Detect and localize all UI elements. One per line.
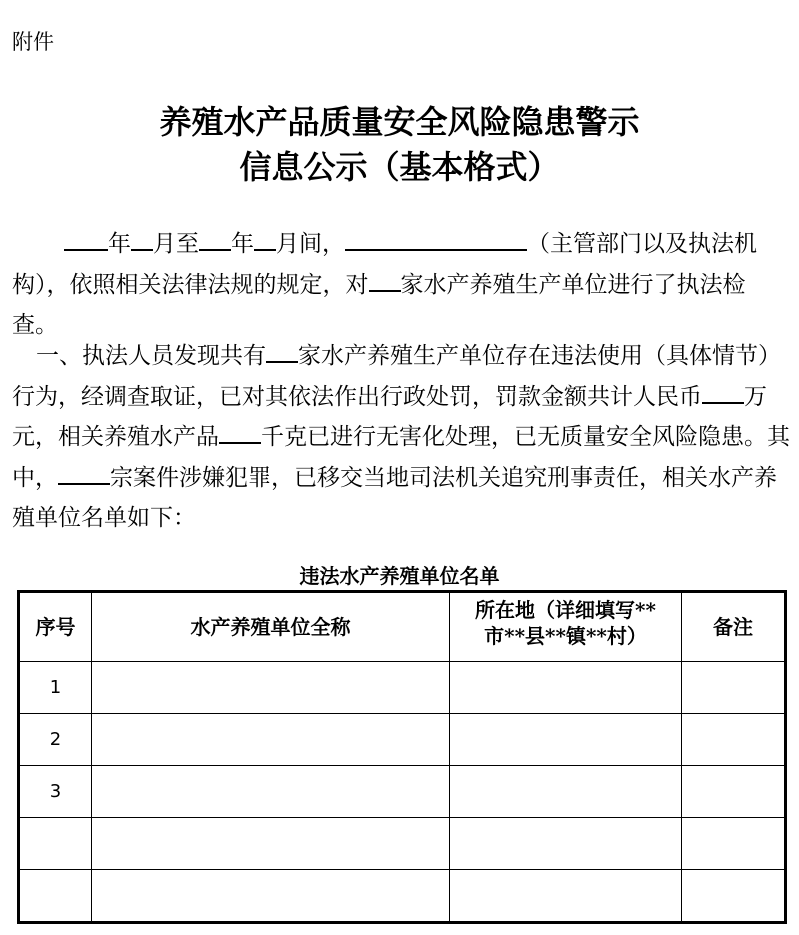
- cell-location[interactable]: [450, 766, 682, 818]
- blank-field: [254, 227, 276, 251]
- blank-field: [199, 227, 231, 251]
- header-serial-number: 序号: [19, 592, 92, 662]
- cell-serial-number: 3: [19, 766, 92, 818]
- blank-field: [369, 268, 401, 292]
- blank-field: [702, 380, 744, 404]
- cell-location[interactable]: [450, 714, 682, 766]
- violator-table: [17, 590, 787, 924]
- table-row: [19, 714, 786, 766]
- cell-serial-number: 2: [19, 714, 92, 766]
- blank-field: [64, 227, 108, 251]
- cell-remark[interactable]: [682, 870, 786, 923]
- header-location: [450, 592, 682, 662]
- cell-location[interactable]: [450, 818, 682, 870]
- document-title-line2: 信息公示（基本格式）: [239, 148, 560, 186]
- cell-serial-number: [19, 818, 92, 870]
- attachment-label: 附件: [12, 30, 54, 54]
- cell-location[interactable]: [450, 662, 682, 714]
- table-row: [19, 818, 786, 870]
- header-remark: 备注: [682, 592, 786, 662]
- table-row: [19, 766, 786, 818]
- document-title-line1: 养殖水产品质量安全风险隐患警示: [159, 103, 640, 141]
- text-findings-penalty: 家水产养殖生产单位存在违法使用（具体情节）行为，经调查取证，已对其依法作出行政处罚，罚款金额共计人民币: [12, 343, 781, 410]
- text-year: 年: [108, 231, 131, 257]
- text-inspection-end: 家水产养殖生产单位进行了执法检查。: [12, 271, 746, 338]
- cell-serial-number: [19, 870, 92, 923]
- cell-remark[interactable]: [682, 818, 786, 870]
- paragraph-inspection-period: [12, 224, 790, 346]
- cell-unit-name[interactable]: [92, 870, 450, 923]
- blank-field: [58, 461, 110, 485]
- header-unit-name: 水产养殖单位全称: [92, 592, 450, 662]
- blank-field: [131, 227, 153, 251]
- cell-remark[interactable]: [682, 766, 786, 818]
- text-findings-criminal: 宗案件涉嫌犯罪，已移交当地司法机关追究刑事责任，相关水产养殖单位名单如下：: [12, 464, 777, 531]
- table-row: [19, 662, 786, 714]
- cell-serial-number: 1: [19, 662, 92, 714]
- blank-field: [345, 227, 527, 251]
- blank-field: [266, 339, 298, 363]
- text-month-to: 月至: [153, 231, 199, 257]
- text-findings-disposal: 千克已进行无害化处理，已无质量安全风险隐患。其中，: [12, 424, 790, 491]
- cell-unit-name[interactable]: [92, 818, 450, 870]
- text-month-between: 月间，: [276, 231, 345, 257]
- cell-location[interactable]: [450, 870, 682, 923]
- cell-unit-name[interactable]: [92, 714, 450, 766]
- text-department: （主管部门以及执法机构），依照相关法律法规的规定，对: [12, 231, 757, 298]
- header-location-line2: 市**县**镇**村）: [484, 624, 647, 648]
- text-findings-start: 一、执法人员发现共有: [36, 343, 266, 369]
- table-header-row: [19, 592, 786, 662]
- blank-field: [219, 420, 261, 444]
- text-findings-products: 万元，相关养殖水产品: [12, 383, 767, 450]
- cell-remark[interactable]: [682, 662, 786, 714]
- text-year: 年: [231, 231, 254, 257]
- cell-unit-name[interactable]: [92, 662, 450, 714]
- table-caption: 违法水产养殖单位名单: [299, 564, 500, 588]
- table-row: [19, 870, 786, 923]
- cell-remark[interactable]: [682, 714, 786, 766]
- header-location-line1: 所在地（详细填写**: [475, 598, 656, 622]
- paragraph-findings: [12, 336, 790, 539]
- cell-unit-name[interactable]: [92, 766, 450, 818]
